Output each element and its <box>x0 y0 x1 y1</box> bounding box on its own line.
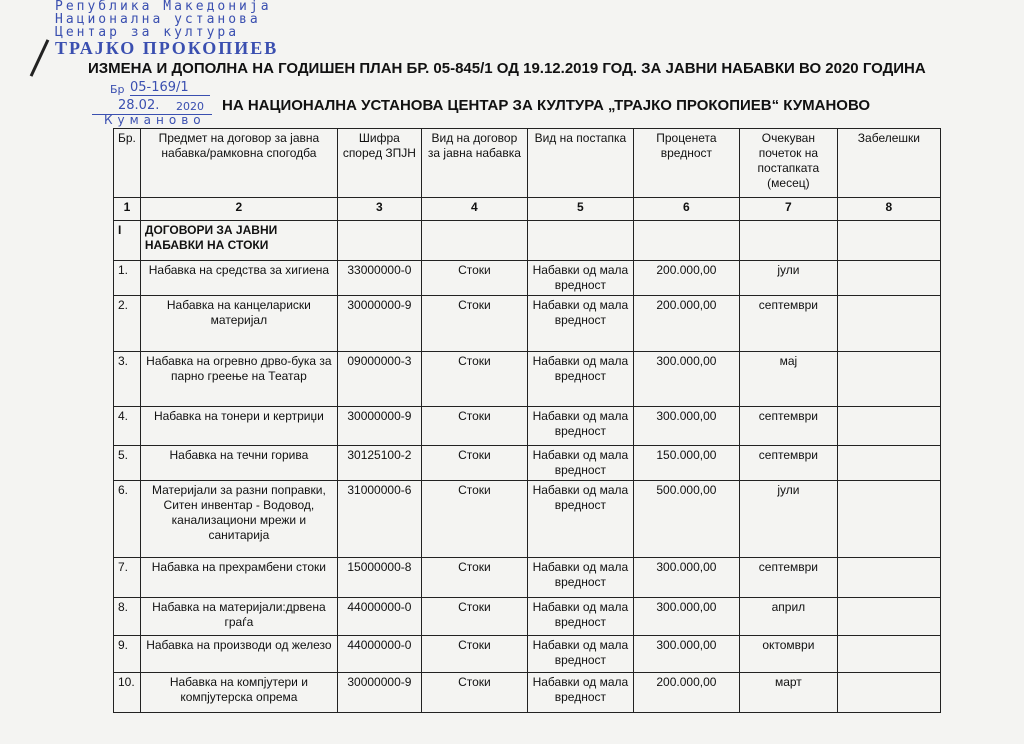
pen-mark <box>30 39 50 77</box>
header-cell: Проценета вредност <box>633 129 739 198</box>
contract-type-cell: Стоки <box>421 673 527 713</box>
stamp-city: Куманово <box>104 113 206 127</box>
subject-cell: Набавка на средства за хигиена <box>140 261 337 296</box>
procedure-cell: Набавки од мала вредност <box>527 636 633 673</box>
code-cell: 30000000-9 <box>337 407 421 446</box>
value-cell: 200.000,00 <box>633 261 739 296</box>
table-row <box>114 261 941 296</box>
value-cell: 200.000,00 <box>633 296 739 352</box>
table-row <box>114 407 941 446</box>
header-cell: Вид на договор за јавна набавка <box>421 129 527 198</box>
column-number: 8 <box>837 198 940 221</box>
section-number: I <box>114 221 141 261</box>
month-cell: септември <box>739 296 837 352</box>
note-cell <box>837 598 940 636</box>
subject-cell: Набавка на канцелариски материјал <box>140 296 337 352</box>
code-cell: 09000000-3 <box>337 352 421 407</box>
code-cell: 44000000-0 <box>337 598 421 636</box>
note-cell <box>837 673 940 713</box>
value-cell: 300.000,00 <box>633 598 739 636</box>
contract-type-cell: Стоки <box>421 352 527 407</box>
empty-cell <box>633 221 739 261</box>
stamp-date: 28.02. <box>118 98 160 113</box>
stamp-line: Центар за култура <box>55 25 240 40</box>
code-cell: 33000000-0 <box>337 261 421 296</box>
code-cell: 15000000-8 <box>337 558 421 598</box>
table-row <box>114 598 941 636</box>
subject-cell: Набавка на материјали:дрвена граѓа <box>140 598 337 636</box>
contract-type-cell: Стоки <box>421 446 527 481</box>
note-cell <box>837 352 940 407</box>
table-row <box>114 296 941 352</box>
note-cell <box>837 481 940 558</box>
stamp-year: 2020 <box>176 100 204 113</box>
row-number: 4. <box>114 407 141 446</box>
subject-cell: Материјали за разни поправки, Ситен инвентар - Водовод, канализациони мрежи и санитарија <box>140 481 337 558</box>
column-number: 3 <box>337 198 421 221</box>
note-cell <box>837 296 940 352</box>
value-cell: 300.000,00 <box>633 352 739 407</box>
empty-cell <box>421 221 527 261</box>
contract-type-cell: Стоки <box>421 636 527 673</box>
institution-stamp <box>55 0 278 58</box>
row-number: 3. <box>114 352 141 407</box>
code-cell: 30000000-9 <box>337 673 421 713</box>
procedure-cell: Набавки од мала вредност <box>527 673 633 713</box>
header-cell: Забелешки <box>837 129 940 198</box>
stamp-line: ТРАЈКО ПРОКОПИЕВ <box>55 38 279 58</box>
procedure-cell: Набавки од мала вредност <box>527 558 633 598</box>
table-header-row <box>114 129 941 198</box>
note-cell <box>837 636 940 673</box>
row-number: 2. <box>114 296 141 352</box>
column-number: 5 <box>527 198 633 221</box>
column-number-row <box>114 198 941 221</box>
subject-cell: Набавка на компјутери и компјутерска опрема <box>140 673 337 713</box>
column-number: 7 <box>739 198 837 221</box>
table-row <box>114 558 941 598</box>
column-number: 2 <box>140 198 337 221</box>
row-number: 1. <box>114 261 141 296</box>
value-cell: 500.000,00 <box>633 481 739 558</box>
header-cell: Бр. <box>114 129 141 198</box>
empty-cell <box>527 221 633 261</box>
row-number: 7. <box>114 558 141 598</box>
section-row <box>114 221 941 261</box>
stamp-line: Национална установа <box>55 12 261 27</box>
procedure-cell: Набавки од мала вредност <box>527 446 633 481</box>
procedure-cell: Набавки од мала вредност <box>527 407 633 446</box>
month-cell: октомври <box>739 636 837 673</box>
procedure-cell: Набавки од мала вредност <box>527 598 633 636</box>
stamp-line: Република Македонија <box>55 0 272 14</box>
contract-type-cell: Стоки <box>421 558 527 598</box>
value-cell: 300.000,00 <box>633 636 739 673</box>
section-title: ДОГОВОРИ ЗА ЈАВНИ НАБАВКИ НА СТОКИ <box>140 221 337 261</box>
empty-cell <box>337 221 421 261</box>
procedure-cell: Набавки од мала вредност <box>527 296 633 352</box>
subject-cell: Набавка на огревно дрво-бука за парно греење на Театар <box>140 352 337 407</box>
value-cell: 300.000,00 <box>633 407 739 446</box>
table-row <box>114 481 941 558</box>
document-title: ИЗМЕНА И ДОПОЛНА НА ГОДИШЕН ПЛАН БР. 05-845/1 ОД 19.12.2019 ГОД. ЗА ЈАВНИ НАБАВКИ ВО 2020 ГОДИНА <box>88 60 926 77</box>
subject-cell: Набавка на течни горива <box>140 446 337 481</box>
row-number: 5. <box>114 446 141 481</box>
value-cell: 200.000,00 <box>633 673 739 713</box>
contract-type-cell: Стоки <box>421 296 527 352</box>
code-cell: 30125100-2 <box>337 446 421 481</box>
table-row <box>114 446 941 481</box>
row-number: 9. <box>114 636 141 673</box>
header-cell: Шифра според ЗПЈН <box>337 129 421 198</box>
code-cell: 31000000-6 <box>337 481 421 558</box>
note-cell <box>837 446 940 481</box>
note-cell <box>837 558 940 598</box>
month-cell: април <box>739 598 837 636</box>
value-cell: 300.000,00 <box>633 558 739 598</box>
month-cell: март <box>739 673 837 713</box>
month-cell: јули <box>739 481 837 558</box>
column-number: 1 <box>114 198 141 221</box>
month-cell: септември <box>739 558 837 598</box>
column-number: 6 <box>633 198 739 221</box>
table-row <box>114 352 941 407</box>
month-cell: септември <box>739 446 837 481</box>
procedure-cell: Набавки од мала вредност <box>527 261 633 296</box>
value-cell: 150.000,00 <box>633 446 739 481</box>
row-number: 6. <box>114 481 141 558</box>
empty-cell <box>739 221 837 261</box>
table-row <box>114 636 941 673</box>
code-cell: 44000000-0 <box>337 636 421 673</box>
column-number: 4 <box>421 198 527 221</box>
month-cell: мај <box>739 352 837 407</box>
stamp-number-label: Бр <box>110 83 125 96</box>
procurement-table <box>113 128 941 713</box>
contract-type-cell: Стоки <box>421 261 527 296</box>
stamp-number: 05-169/1 <box>130 80 210 96</box>
procedure-cell: Набавки од мала вредност <box>527 481 633 558</box>
header-cell: Очекуван почеток на постапката (месец) <box>739 129 837 198</box>
contract-type-cell: Стоки <box>421 598 527 636</box>
table-row <box>114 673 941 713</box>
contract-type-cell: Стоки <box>421 407 527 446</box>
empty-cell <box>837 221 940 261</box>
contract-type-cell: Стоки <box>421 481 527 558</box>
note-cell <box>837 407 940 446</box>
subject-cell: Набавка на тонери и кертриџи <box>140 407 337 446</box>
note-cell <box>837 261 940 296</box>
header-cell: Предмет на договор за јавна набавка/рамковна спогодба <box>140 129 337 198</box>
month-cell: септември <box>739 407 837 446</box>
subject-cell: Набавка на прехрамбени стоки <box>140 558 337 598</box>
code-cell: 30000000-9 <box>337 296 421 352</box>
header-cell: Вид на постапка <box>527 129 633 198</box>
row-number: 10. <box>114 673 141 713</box>
row-number: 8. <box>114 598 141 636</box>
procedure-cell: Набавки од мала вредност <box>527 352 633 407</box>
document-subtitle: НА НАЦИОНАЛНА УСТАНОВА ЦЕНТАР ЗА КУЛТУРА „ТРАЈКО ПРОКОПИЕВ“ КУМАНОВО <box>222 97 871 114</box>
month-cell: јули <box>739 261 837 296</box>
subject-cell: Набавка на производи од железо <box>140 636 337 673</box>
